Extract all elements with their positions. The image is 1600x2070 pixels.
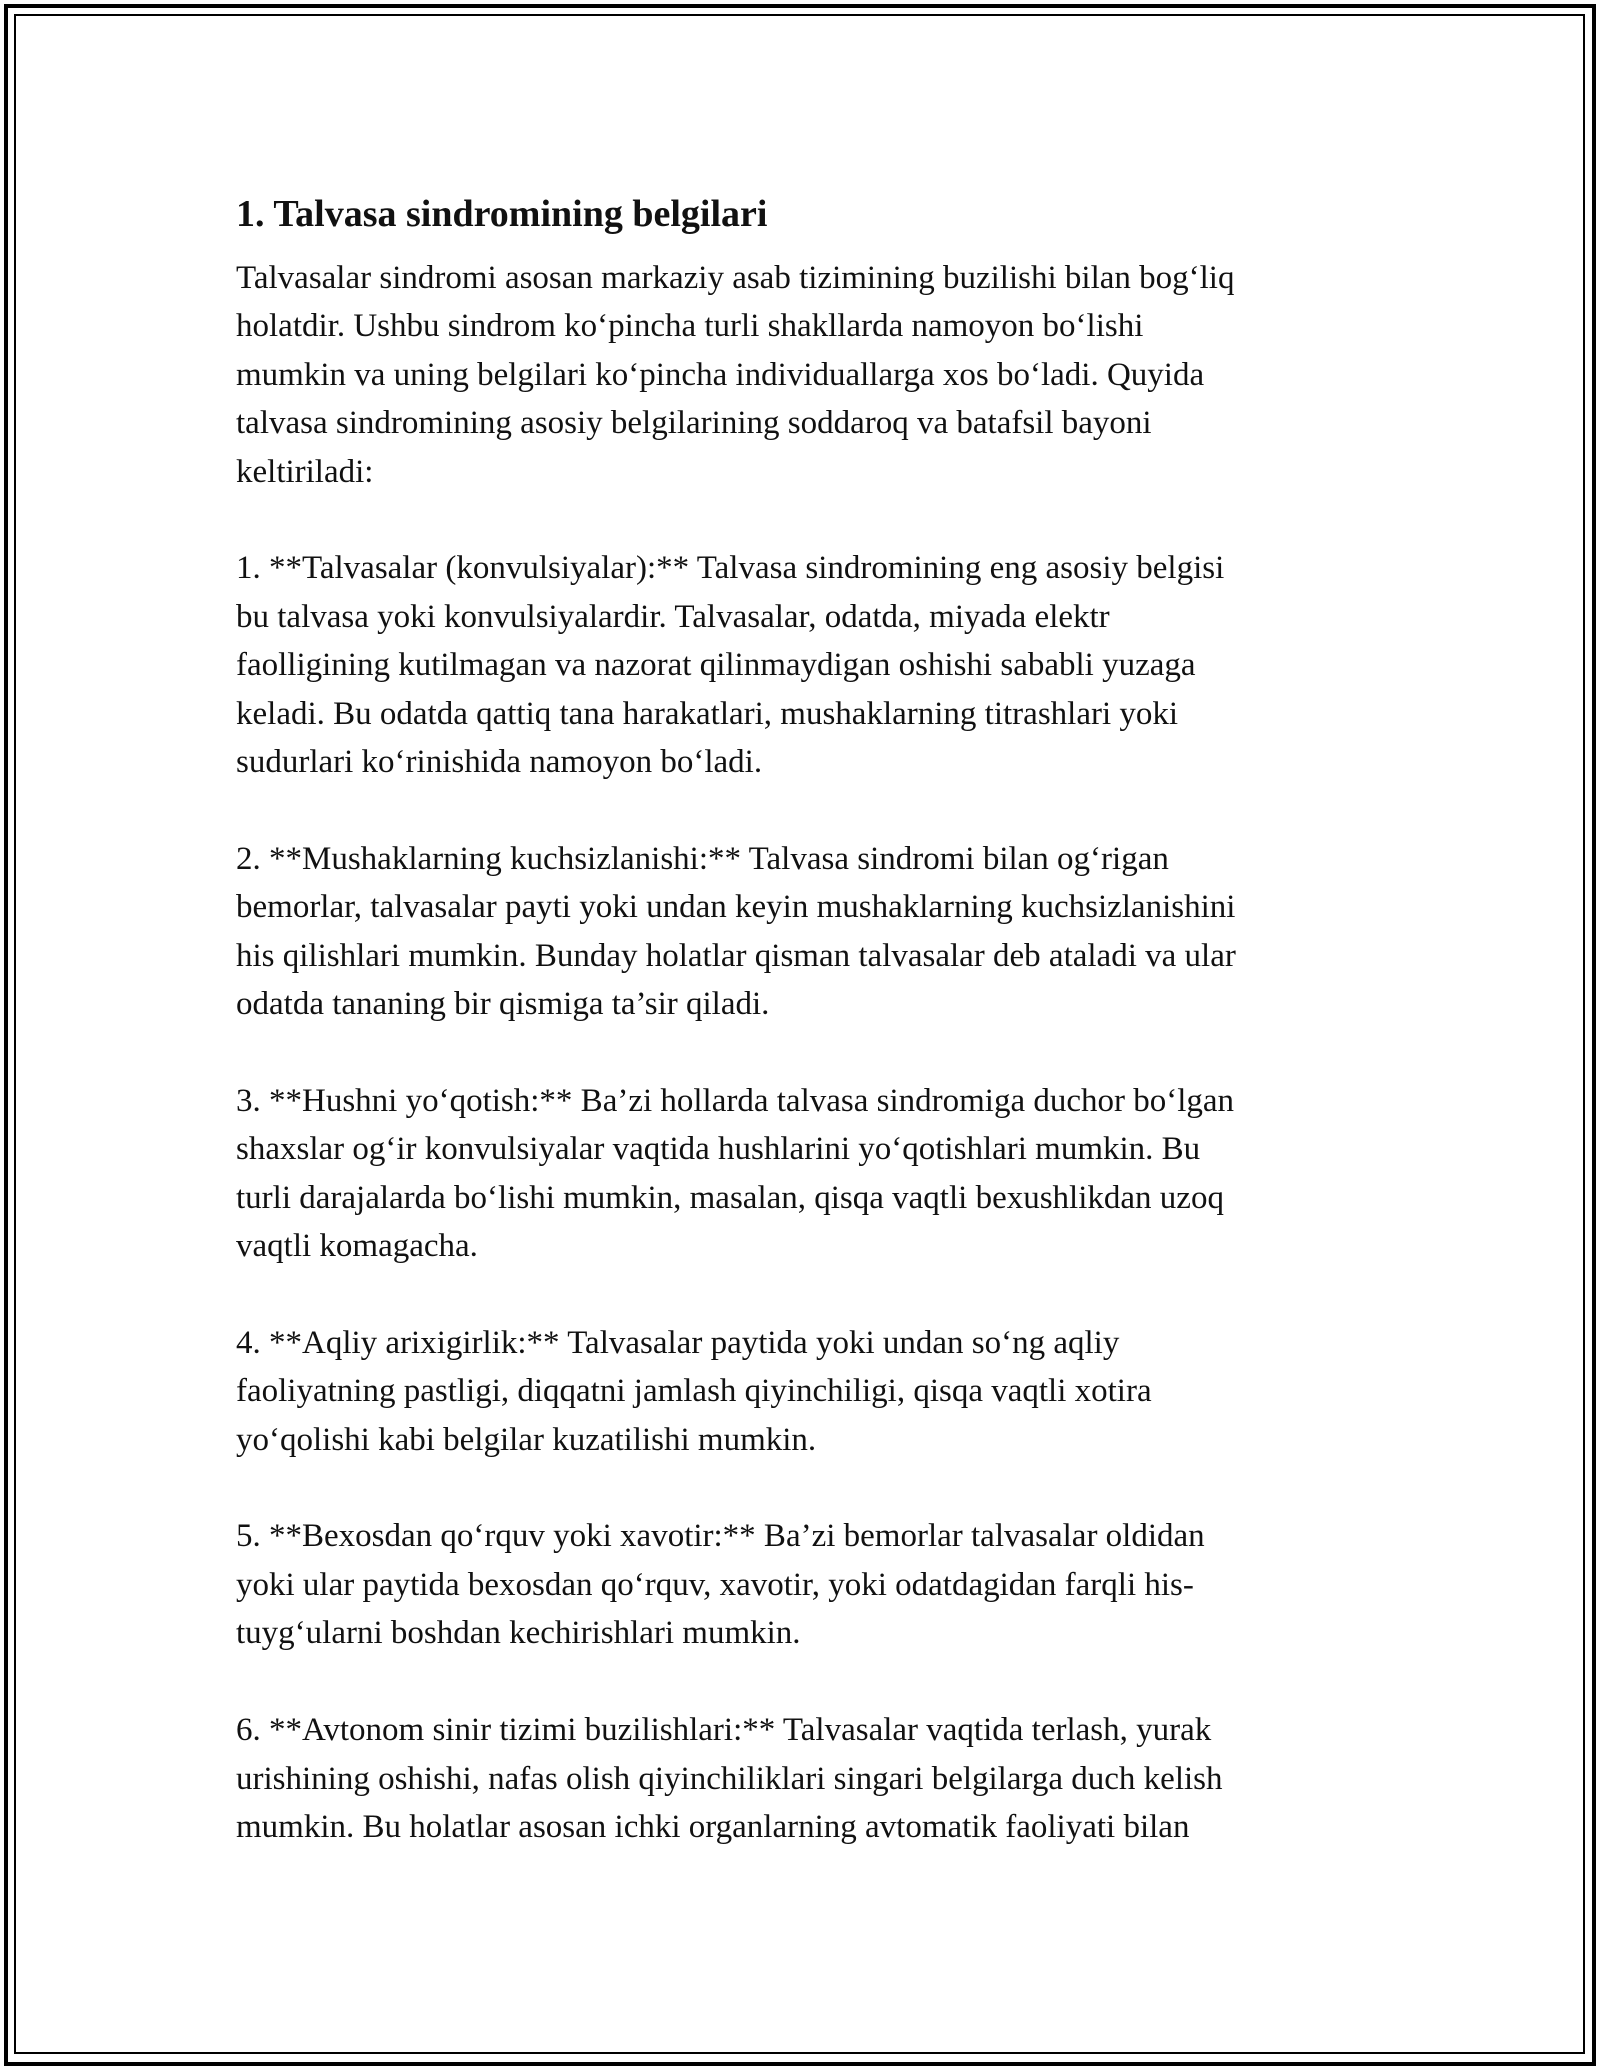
paragraph-line: bu talvasa yoki konvulsiyalardir. Talvasalar, odatda, miyada elektr (236, 598, 1110, 635)
paragraph-line: 5. **Bexosdan qo‘rquv yoki xavotir:** Ba’zi bemorlar talvasalar oldidan (236, 1518, 1205, 1555)
paragraph-line: turli darajalarda bo‘lishi mumkin, masalan, qisqa vaqtli bexushlikdan uzoq (236, 1179, 1224, 1216)
intro-paragraph (236, 254, 1366, 496)
paragraph-line: 3. **Hushni yo‘qotish:** Ba’zi hollarda talvasa sindromiga duchor bo‘lgan (236, 1082, 1235, 1119)
paragraph-line: talvasa sindromining asosiy belgilarining soddaroq va batafsil bayoni (236, 405, 1152, 442)
paragraph-line: 4. **Aqliy arixigirlik:** Talvasalar paytida yoki undan so‘ng aqliy (236, 1324, 1120, 1361)
paragraph-line: keladi. Bu odatda qattiq tana harakatlari, mushaklarning titrashlari yoki (236, 695, 1179, 732)
paragraph-line: 1. **Talvasalar (konvulsiyalar):** Talvasa sindromining eng asosiy belgisi (236, 550, 1225, 587)
paragraph-line: keltiriladi: (236, 453, 374, 490)
paragraph-line: urishining oshishi, nafas olish qiyinchiliklari singari belgilarga duch kelish (236, 1760, 1223, 1797)
paragraph-line: yo‘qolishi kabi belgilar kuzatilishi mumkin. (236, 1421, 817, 1458)
paragraph-line: holatdir. Ushbu sindrom ko‘pincha turli shakllarda namoyon bo‘lishi (236, 308, 1144, 345)
paragraph-line: faolligining kutilmagan va nazorat qilinmaydigan oshishi sababli yuzaga (236, 647, 1196, 684)
list-item-autonomic (236, 1706, 1366, 1851)
paragraph-line: yoki ular paytida bexosdan qo‘rquv, xavotir, yoki odatdagidan farqli his- (236, 1566, 1194, 1603)
paragraph-line: sudurlari ko‘rinishida namoyon bo‘ladi. (236, 744, 763, 781)
paragraph-line: shaxslar og‘ir konvulsiyalar vaqtida hushlarini yo‘qotishlari mumkin. Bu (236, 1131, 1201, 1168)
paragraph-line: faoliyatning pastligi, diqqatni jamlash qiyinchiligi, qisqa vaqtli xotira (236, 1373, 1152, 1410)
paragraph-line: his qilishlari mumkin. Bunday holatlar qisman talvasalar deb ataladi va ular (236, 937, 1236, 974)
paragraph-line: 2. **Mushaklarning kuchsizlanishi:** Talvasa sindromi bilan og‘rigan (236, 840, 1169, 877)
paragraph-line: odatda tananing bir qismiga ta’sir qiladi. (236, 986, 770, 1023)
list-item-convulsions (236, 544, 1366, 786)
section-heading: 1. Talvasa sindromining belgilari (236, 193, 768, 235)
list-item-fear-anxiety (236, 1512, 1366, 1657)
document-body (236, 186, 1366, 1900)
list-item-cognitive (236, 1319, 1366, 1464)
paragraph-line: mumkin va uning belgilari ko‘pincha individuallarga xos bo‘ladi. Quyida (236, 356, 1205, 393)
list-item-muscle-weakness (236, 835, 1366, 1029)
paragraph-line: tuyg‘ularni boshdan kechirishlari mumkin. (236, 1615, 801, 1652)
list-item-loss-of-consciousness (236, 1077, 1366, 1271)
paragraph-line: mumkin. Bu holatlar asosan ichki organlarning avtomatik faoliyati bilan (236, 1808, 1190, 1845)
paragraph-line: bemorlar, talvasalar payti yoki undan keyin mushaklarning kuchsizlanishini (236, 889, 1236, 926)
paragraph-line: 6. **Avtonom sinir tizimi buzilishlari:** Talvasalar vaqtida terlash, yurak (236, 1712, 1212, 1749)
paragraph-line: vaqtli komagacha. (236, 1228, 478, 1265)
paragraph-line: Talvasalar sindromi asosan markaziy asab tizimining buzilishi bilan bog‘liq (236, 260, 1235, 296)
